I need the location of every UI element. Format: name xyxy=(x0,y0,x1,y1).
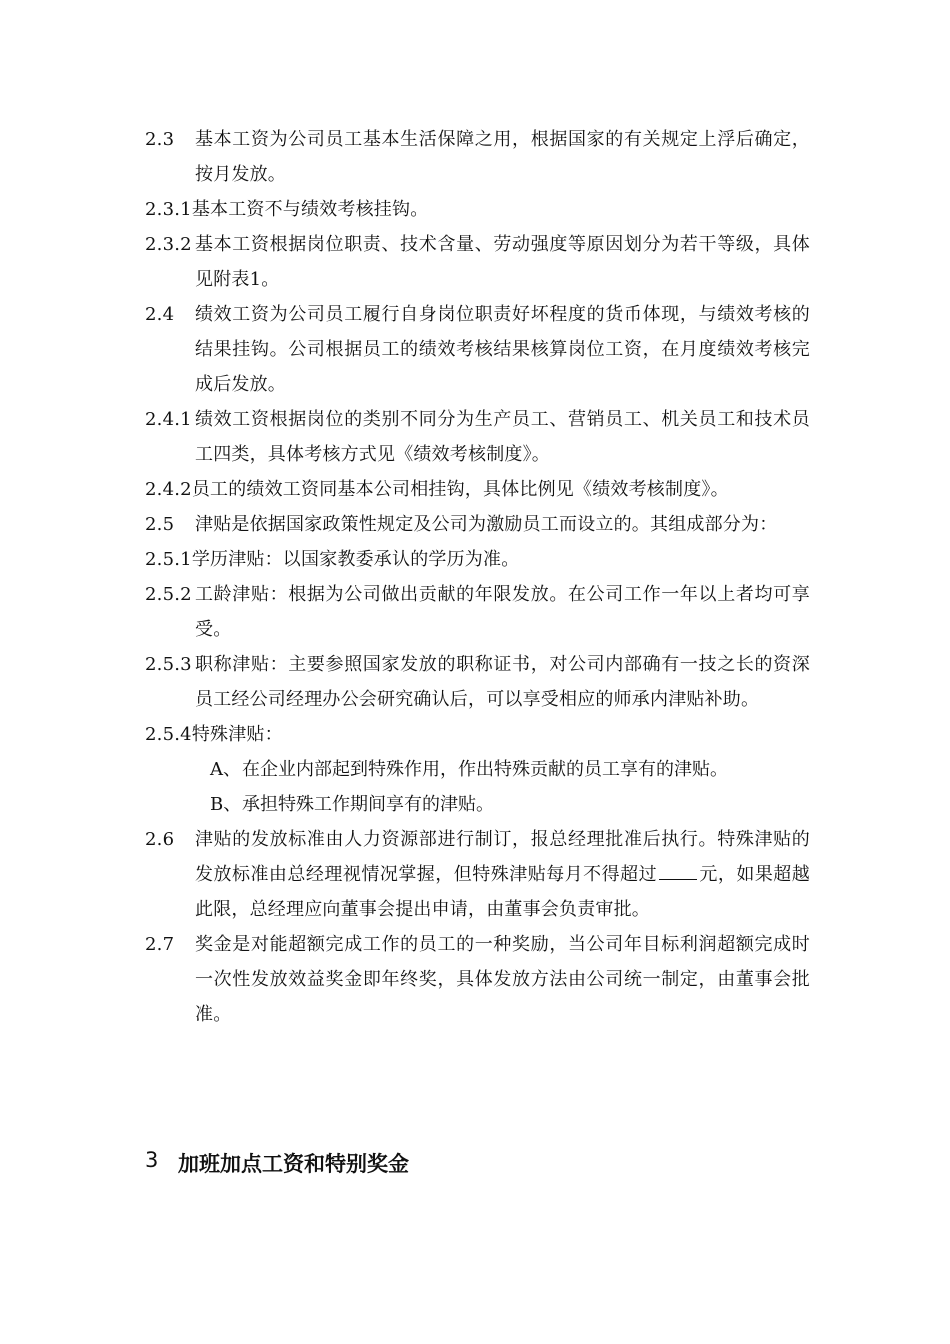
clause-2-7 xyxy=(145,927,810,1032)
clause-2-3-1 xyxy=(145,192,810,227)
clause-number: 2.6 xyxy=(145,829,175,850)
clause-text xyxy=(195,822,810,927)
clause-2-4-1 xyxy=(145,402,810,472)
clause-number: 2.5.3 xyxy=(145,654,192,675)
clause-2-5-3 xyxy=(145,647,810,717)
clause-number: 2.5.2 xyxy=(145,584,192,605)
clause-2-4-2 xyxy=(145,472,810,507)
clause-text: 特殊津贴： xyxy=(191,724,283,745)
clause-text: 职称津贴：主要参照国家发放的职称证书，对公司内部确有一技之长的资深员工经公司经理办公会研究确认后，可以享受相应的师承内津贴补助。 xyxy=(195,654,810,710)
clause-number: 2.5 xyxy=(145,514,175,535)
clause-text-before-blank: 津贴的发放标准由人力资源部进行制订，报总经理批准后执行。特殊津贴的发放标准由总经理视情况掌握，但特殊津贴每月不得超过 xyxy=(195,829,810,885)
clause-text: 基本工资不与绩效考核挂钩。 xyxy=(191,199,429,220)
clause-number: 2.4.2 xyxy=(145,479,192,500)
amount-blank-underline xyxy=(659,861,697,880)
sub-item-b xyxy=(145,787,810,822)
sub-item-text: 承担特殊工作期间享有的津贴。 xyxy=(242,794,494,815)
clause-2-3-2 xyxy=(145,227,810,297)
clause-number: 2.3 xyxy=(145,129,175,150)
sub-item-a xyxy=(145,752,810,787)
clause-text: 奖金是对能超额完成工作的员工的一种奖励，当公司年目标利润超额完成时一次性发放效益奖金即年终奖，具体发放方法由公司统一制定，由董事会批准。 xyxy=(195,934,810,1025)
clause-number: 2.3.2 xyxy=(145,234,192,255)
sub-item-label: B、 xyxy=(210,794,242,815)
clause-2-6 xyxy=(145,822,810,927)
sub-item-text: 在企业内部起到特殊作用，作出特殊贡献的员工享有的津贴。 xyxy=(242,759,728,780)
clause-2-3 xyxy=(145,122,810,192)
clause-text-after-blank: 元，如果超越此限，总经理应向董事会提出申请，由董事会负责审批。 xyxy=(195,864,810,920)
clause-2-4 xyxy=(145,297,810,402)
clause-number: 2.4 xyxy=(145,304,175,325)
clause-text: 绩效工资为公司员工履行自身岗位职责好坏程度的货币体现，与绩效考核的结果挂钩。公司根据员工的绩效考核结果核算岗位工资，在月度绩效考核完成后发放。 xyxy=(195,304,810,395)
document-body xyxy=(145,122,810,1032)
clause-2-5-2 xyxy=(145,577,810,647)
clause-number: 2.5.4 xyxy=(145,724,192,745)
clause-2-5-1 xyxy=(145,542,810,577)
section-heading xyxy=(145,1148,409,1178)
clause-text: 学历津贴：以国家教委承认的学历为准。 xyxy=(191,549,520,570)
sub-item-label: A、 xyxy=(210,759,241,780)
clause-text: 津贴是依据国家政策性规定及公司为激励员工而设立的。其组成部分为： xyxy=(195,514,778,535)
clause-2-5 xyxy=(145,507,810,542)
clause-number: 2.5.1 xyxy=(145,549,192,570)
clause-number: 2.3.1 xyxy=(145,199,192,220)
clause-text: 员工的绩效工资同基本公司相挂钩，具体比例见《绩效考核制度》。 xyxy=(191,479,729,500)
section-title: 加班加点工资和特别奖金 xyxy=(178,1152,409,1176)
section-number: 3 xyxy=(145,1148,159,1172)
clause-text: 基本工资根据岗位职责、技术含量、劳动强度等原因划分为若干等级，具体见附表1。 xyxy=(195,234,810,290)
clause-text: 基本工资为公司员工基本生活保障之用，根据国家的有关规定上浮后确定，按月发放。 xyxy=(195,129,810,185)
clause-2-5-4 xyxy=(145,717,810,752)
clause-number: 2.7 xyxy=(145,934,175,955)
clause-text: 绩效工资根据岗位的类别不同分为生产员工、营销员工、机关员工和技术员工四类，具体考核方式见《绩效考核制度》。 xyxy=(195,409,810,465)
clause-number: 2.4.1 xyxy=(145,409,192,430)
clause-text: 工龄津贴：根据为公司做出贡献的年限发放。在公司工作一年以上者均可享受。 xyxy=(195,584,810,640)
